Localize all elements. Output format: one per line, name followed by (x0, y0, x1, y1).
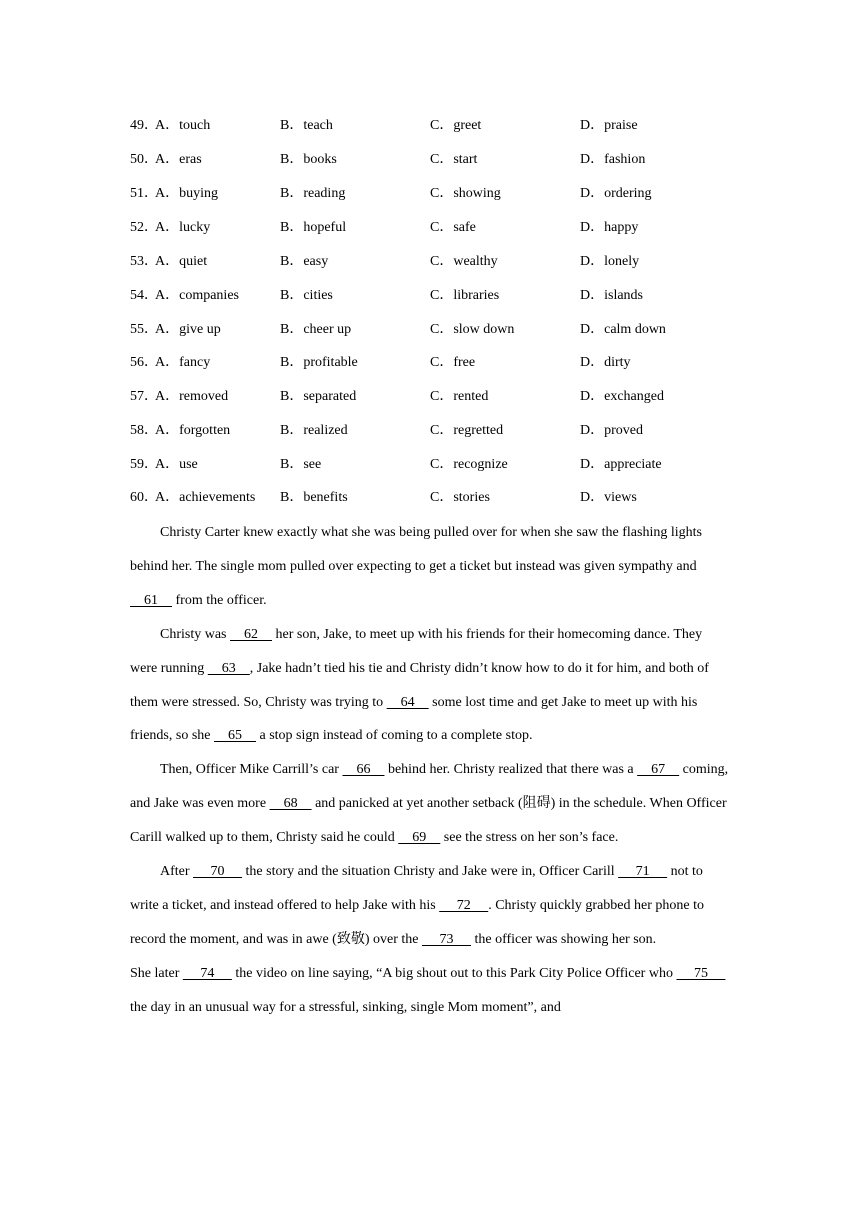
question-number: 58． (130, 423, 158, 438)
option-d: D．happy (580, 220, 639, 235)
blank-63: 63 (207, 660, 250, 676)
blank-69: 69 (398, 830, 441, 846)
passage-text: her son, Jake, to meet up with his friends for their homecoming dance. They were running (130, 626, 703, 676)
blank-61: 61 (130, 592, 172, 608)
option-row (130, 385, 750, 405)
question-number: 50． (130, 152, 158, 167)
option-d: D．fashion (580, 152, 646, 167)
paragraph (130, 753, 730, 855)
option-row (130, 486, 750, 506)
option-b: B．profitable (280, 355, 358, 370)
option-c: C．slow down (430, 322, 515, 337)
option-b: B．separated (280, 389, 357, 404)
option-c: C．recognize (430, 457, 508, 472)
passage-text: see the stress on her son’s face. (440, 830, 619, 846)
option-a: A．use (155, 457, 198, 472)
option-a: A．eras (155, 152, 202, 167)
question-number: 60． (130, 490, 158, 505)
option-row (130, 250, 750, 270)
option-c: C．start (430, 152, 478, 167)
passage-text: not to write a ticket, and instead offered to help Jake with his (130, 864, 703, 913)
option-c: C．free (430, 355, 476, 370)
blank-71: 71 (618, 864, 668, 880)
option-c: C．showing (430, 186, 501, 201)
option-c: C．stories (430, 490, 490, 505)
blank-75: 75 (676, 965, 726, 981)
blank-68: 68 (269, 796, 312, 812)
option-c: C．wealthy (430, 254, 498, 269)
option-d: D．views (580, 490, 637, 505)
option-d: D．proved (580, 423, 643, 438)
question-number: 49． (130, 118, 158, 133)
passage-text: Then, Officer Mike Carrill’s car (160, 762, 343, 778)
option-d: D．exchanged (580, 389, 664, 404)
blank-73: 73 (421, 931, 471, 947)
passage-text: Christy Carter knew exactly what she was being pulled over for when she saw the flashing lights behind her. The single mom pulled over expecting to get a ticket but instead was given sympathy and (130, 525, 702, 574)
option-a: A．removed (155, 389, 229, 404)
blank-72: 72 (439, 897, 489, 913)
passage-text: the officer was showing her son. (470, 931, 657, 947)
blank-67: 67 (637, 762, 680, 778)
option-b: B．see (280, 457, 322, 472)
blank-65: 65 (214, 728, 256, 744)
option-b: B．realized (280, 423, 348, 438)
option-row (130, 318, 750, 338)
option-row (130, 284, 750, 304)
passage-text: After (160, 864, 194, 880)
passage-text: a stop sign instead of coming to a complete stop. (256, 728, 533, 744)
passage-text: some lost time and get Jake to meet up with his friends, so she (130, 694, 698, 744)
question-number: 55． (130, 322, 158, 337)
passage-text: , Jake hadn’t tied his tie and Christy didn’t know how to do it for him, and both of them were stressed. So, Christy was trying to (130, 660, 709, 710)
paragraph (130, 516, 730, 618)
question-number: 56． (130, 355, 158, 370)
paragraph (130, 957, 730, 1025)
option-d: D．dirty (580, 355, 631, 370)
blank-70: 70 (193, 864, 243, 880)
option-row (130, 453, 750, 473)
option-b: B．cities (280, 288, 333, 303)
option-a: A．quiet (155, 254, 208, 269)
cloze-passage (130, 516, 730, 1025)
question-number: 57． (130, 389, 158, 404)
blank-64: 64 (386, 694, 429, 710)
paragraph (130, 618, 730, 754)
paragraph (130, 855, 730, 957)
blank-62: 62 (230, 626, 272, 642)
passage-text: She later (130, 965, 183, 981)
option-d: D．praise (580, 118, 638, 133)
option-c: C．regretted (430, 423, 504, 438)
passage-text: the video on line saying, “A big shout out to this Park City Police Officer who (231, 965, 677, 981)
option-b: B．books (280, 152, 337, 167)
option-a: A．lucky (155, 220, 211, 235)
question-number: 52． (130, 220, 158, 235)
passage-text: coming, and Jake was even more (130, 762, 729, 812)
option-b: B．easy (280, 254, 329, 269)
option-b: B．reading (280, 186, 346, 201)
option-c: C．rented (430, 389, 489, 404)
option-c: C．safe (430, 220, 476, 235)
option-row (130, 419, 750, 439)
option-a: A．give up (155, 322, 221, 337)
blank-66: 66 (342, 762, 385, 778)
question-number: 59． (130, 457, 158, 472)
passage-text: . Christy quickly grabbed her phone to record the moment, and was in awe (致敬) over the (130, 897, 704, 947)
option-b: B．teach (280, 118, 333, 133)
option-a: A．touch (155, 118, 211, 133)
question-number: 51． (130, 186, 158, 201)
option-row (130, 182, 750, 202)
option-d: D．calm down (580, 322, 666, 337)
option-d: D．lonely (580, 254, 640, 269)
question-number: 54． (130, 288, 158, 303)
option-a: A．fancy (155, 355, 211, 370)
option-c: C．libraries (430, 288, 500, 303)
option-c: C．greet (430, 118, 482, 133)
option-b: B．cheer up (280, 322, 352, 337)
option-b: B．hopeful (280, 220, 347, 235)
blank-74: 74 (182, 965, 232, 981)
passage-text: behind her. Christy realized that there was a (384, 762, 638, 778)
option-b: B．benefits (280, 490, 348, 505)
passage-text: the story and the situation Christy and Jake were in, Officer Carill (242, 864, 619, 880)
option-a: A．buying (155, 186, 218, 201)
option-a: A．forgotten (155, 423, 231, 438)
option-row (130, 114, 750, 134)
option-d: D．ordering (580, 186, 652, 201)
option-d: D．islands (580, 288, 643, 303)
passage-text: Christy was (160, 626, 230, 642)
option-a: A．companies (155, 288, 239, 303)
option-d: D．appreciate (580, 457, 662, 472)
passage-text: from the officer. (172, 592, 267, 608)
passage-text: the day in an unusual way for a stressful, sinking, single Mom moment”, and (130, 999, 561, 1015)
option-row (130, 351, 750, 371)
option-a: A．achievements (155, 490, 256, 505)
question-number: 53． (130, 254, 158, 269)
passage-text: and panicked at yet another setback (阻碍) in the schedule. When Officer Carill walked up to them, Christy said he could (130, 796, 727, 846)
option-row (130, 216, 750, 236)
option-row (130, 148, 750, 168)
